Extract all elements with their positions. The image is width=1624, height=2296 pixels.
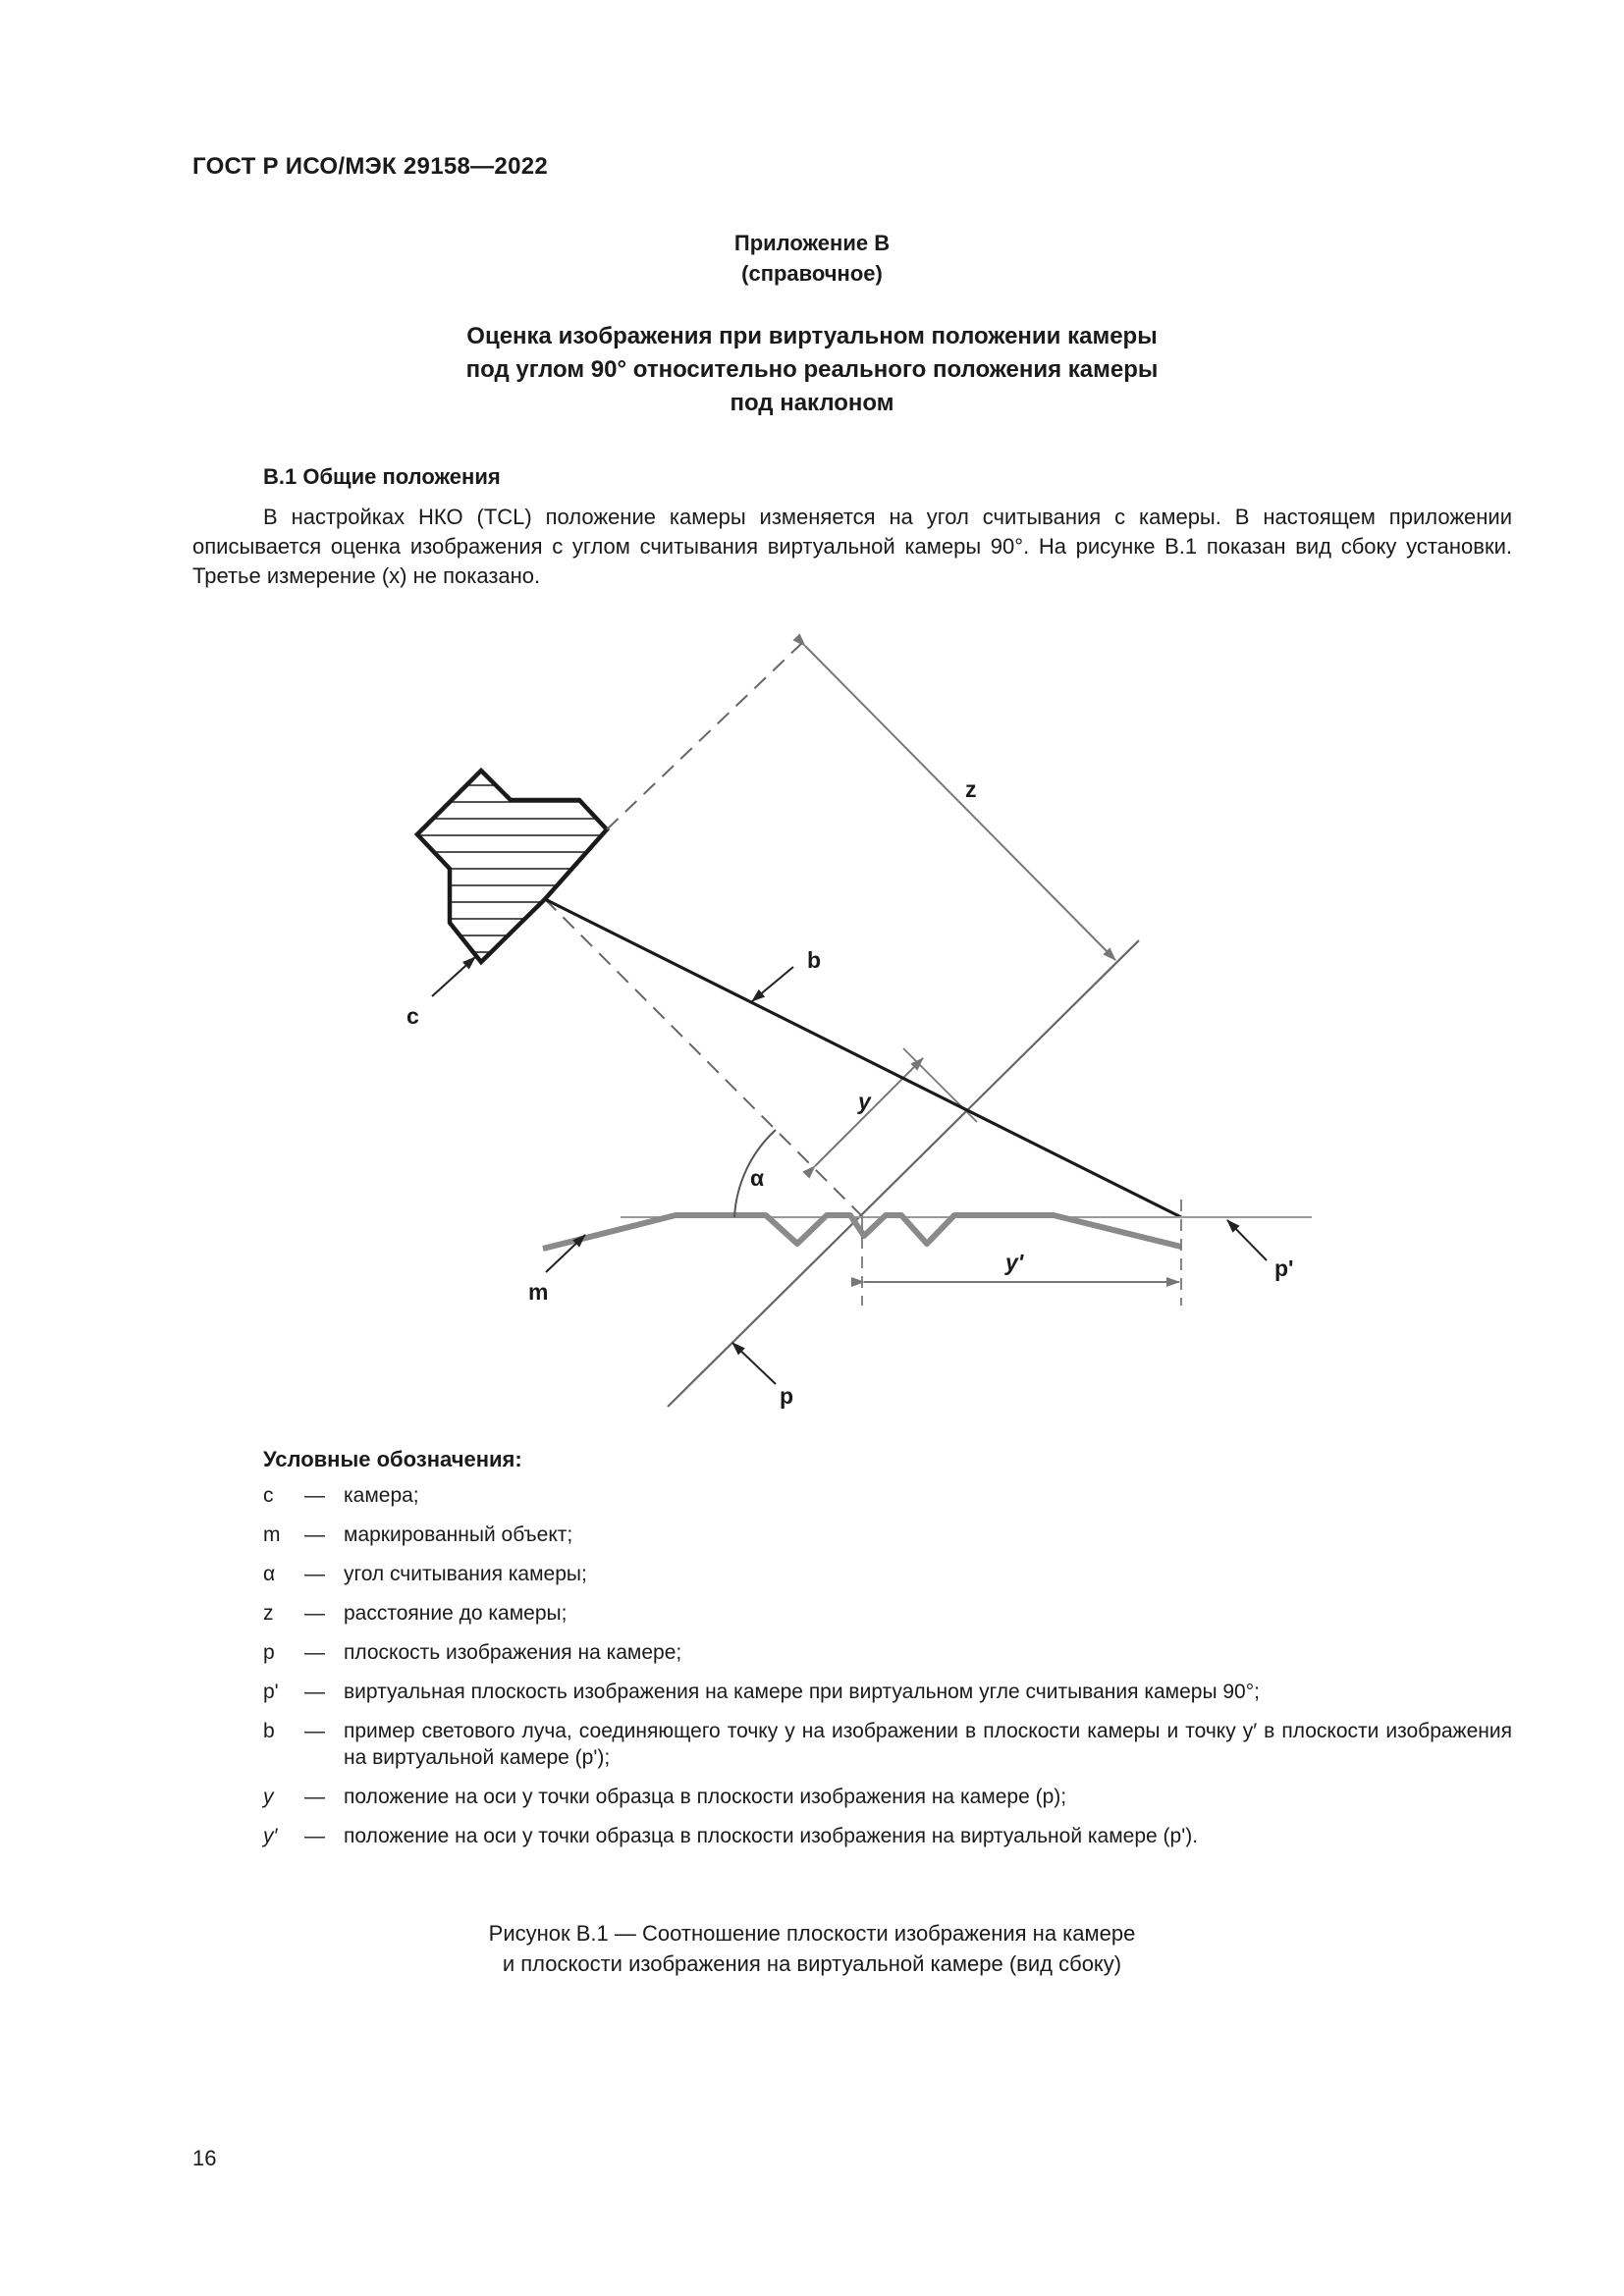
legend-symbol: b xyxy=(263,1720,275,1742)
legend-symbol: m xyxy=(263,1523,281,1546)
leader-p-prime xyxy=(1227,1220,1267,1260)
title-line-2: под углом 90° относительно реального положения камеры xyxy=(465,356,1159,383)
label-m: m xyxy=(528,1279,549,1305)
legend-text: плоскость изображения на камере; xyxy=(344,1641,682,1664)
label-c: c xyxy=(406,1003,419,1029)
legend-text: виртуальная плоскость изображения на камере при виртуальном угле считывания камеры 90°; xyxy=(344,1681,1260,1703)
legend-dash: — xyxy=(304,1523,325,1546)
leader-b xyxy=(752,967,793,1001)
label-y-prime: y' xyxy=(1005,1250,1024,1275)
legend-text: камера; xyxy=(344,1484,419,1507)
legend-text: маркированный объект; xyxy=(344,1523,573,1546)
legend-dash: — xyxy=(304,1563,325,1585)
legend-symbol: p xyxy=(263,1641,275,1664)
legend-text: расстояние до камеры; xyxy=(344,1602,568,1625)
figure-b1-diagram xyxy=(0,609,1624,1433)
label-p-prime: p' xyxy=(1274,1255,1294,1281)
legend-dash: — xyxy=(304,1825,325,1847)
annex-title xyxy=(0,228,1624,289)
document-header: ГОСТ Р ИСО/МЭК 29158—2022 xyxy=(192,153,549,180)
legend-symbol: c xyxy=(263,1484,274,1507)
legend-dash: — xyxy=(304,1602,325,1625)
annex-label: Приложение В xyxy=(733,231,891,255)
legend-text: пример светового луча, соединяющего точку y на изображении в плоскости камеры и точку y′ в плоскости изображения на виртуальной камере (p'); xyxy=(344,1720,1512,1769)
caption-line-2: и плоскости изображения на виртуальной камере (вид сбоку) xyxy=(502,1951,1122,1976)
label-alpha: α xyxy=(750,1165,765,1191)
legend-dash: — xyxy=(304,1720,325,1742)
label-z: z xyxy=(965,776,977,802)
legend-item xyxy=(263,1561,1512,1587)
legend-item xyxy=(263,1482,1512,1509)
legend-symbol: α xyxy=(263,1563,276,1585)
legend-dash: — xyxy=(304,1484,325,1507)
caption-line-1: Рисунок В.1 — Соотношение плоскости изображения на камере xyxy=(488,1921,1136,1946)
section-paragraph: В настройках НКО (TCL) положение камеры изменяется на угол считывания с камеры. В настоящем приложении описывается оценка изображения с углом считывания виртуальной камеры 90°. На рисунке В.1 показан вид сбоку установки. Третье измерение (x) не показано. xyxy=(192,505,1512,588)
legend-item xyxy=(263,1823,1512,1849)
legend-item xyxy=(263,1679,1512,1705)
legend-dash: — xyxy=(304,1681,325,1703)
legend-symbol: y xyxy=(263,1786,274,1808)
legend-symbol: y′ xyxy=(263,1825,278,1847)
label-y: y xyxy=(858,1089,871,1114)
section-heading: В.1 Общие положения xyxy=(263,464,501,489)
legend-symbol: p' xyxy=(263,1681,279,1703)
image-plane-p xyxy=(668,940,1139,1407)
leader-p xyxy=(732,1343,776,1384)
legend-item xyxy=(263,1600,1512,1627)
legend-text: положение на оси y точки образца в плоскости изображения на камере (p); xyxy=(344,1786,1067,1808)
z-extension-top xyxy=(607,640,805,829)
label-b: b xyxy=(807,947,822,973)
title-line-3: под наклоном xyxy=(730,390,894,416)
annex-type: (справочное) xyxy=(741,261,883,286)
legend-symbol: z xyxy=(263,1602,274,1625)
legend-item xyxy=(263,1784,1512,1810)
legend-dash: — xyxy=(304,1786,325,1808)
figure-caption xyxy=(0,1918,1624,1979)
label-p: p xyxy=(780,1383,794,1409)
legend-item xyxy=(263,1522,1512,1548)
legend-text: угол считывания камеры; xyxy=(344,1563,587,1585)
page-number: 16 xyxy=(192,2146,217,2170)
legend-list xyxy=(263,1482,1512,1862)
light-ray-b xyxy=(545,899,1181,1217)
z-dimension-line xyxy=(805,646,1115,960)
camera-shape xyxy=(417,771,607,962)
leader-c xyxy=(432,957,475,996)
title-line-1: Оценка изображения при виртуальном положении камеры xyxy=(466,323,1158,349)
legend-text: положение на оси y точки образца в плоскости изображения на виртуальной камере (p'). xyxy=(344,1825,1199,1847)
legend-dash: — xyxy=(304,1641,325,1664)
legend-item xyxy=(263,1639,1512,1666)
page-title xyxy=(0,320,1624,420)
legend-item xyxy=(263,1718,1512,1771)
legend-title: Условные обозначения: xyxy=(263,1447,522,1471)
